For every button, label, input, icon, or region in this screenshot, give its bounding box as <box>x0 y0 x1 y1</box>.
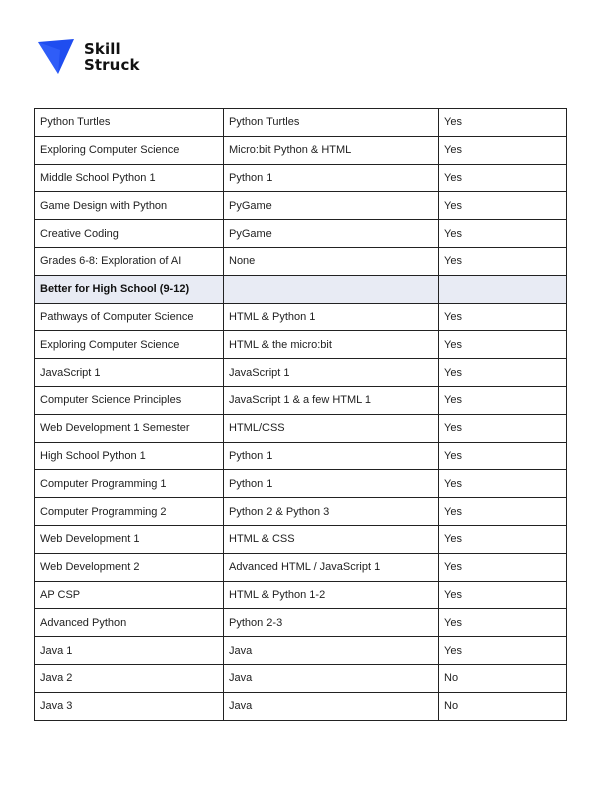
table-row <box>35 136 567 164</box>
skill-struck-logo <box>36 38 140 76</box>
course-cell: Creative Coding <box>35 220 224 248</box>
table-row <box>35 470 567 498</box>
curriculum-cell: Java <box>224 664 439 692</box>
logo-word-struck: Struck <box>84 56 140 74</box>
curriculum-cell: Python Turtles <box>224 109 439 137</box>
available-cell: Yes <box>439 498 567 526</box>
course-cell: Web Development 1 Semester <box>35 414 224 442</box>
course-cell: Java 3 <box>35 692 224 720</box>
course-table <box>34 108 567 721</box>
course-cell: Game Design with Python <box>35 192 224 220</box>
curriculum-cell: HTML & Python 1-2 <box>224 581 439 609</box>
table-row <box>35 637 567 665</box>
available-cell: Yes <box>439 359 567 387</box>
course-cell: Exploring Computer Science <box>35 136 224 164</box>
curriculum-cell: None <box>224 247 439 275</box>
available-cell: Yes <box>439 331 567 359</box>
table-row <box>35 164 567 192</box>
available-cell: Yes <box>439 637 567 665</box>
available-cell <box>439 275 567 303</box>
course-cell: Web Development 1 <box>35 525 224 553</box>
available-cell: Yes <box>439 192 567 220</box>
table-row <box>35 192 567 220</box>
table-row <box>35 442 567 470</box>
curriculum-cell: HTML & Python 1 <box>224 303 439 331</box>
course-cell: Grades 6-8: Exploration of AI <box>35 247 224 275</box>
available-cell: Yes <box>439 247 567 275</box>
course-cell: Computer Science Principles <box>35 386 224 414</box>
table-row <box>35 414 567 442</box>
curriculum-cell: HTML & the micro:bit <box>224 331 439 359</box>
available-cell: Yes <box>439 581 567 609</box>
curriculum-cell: HTML & CSS <box>224 525 439 553</box>
table-row <box>35 220 567 248</box>
table-row <box>35 609 567 637</box>
course-cell: Python Turtles <box>35 109 224 137</box>
available-cell: Yes <box>439 470 567 498</box>
curriculum-cell: PyGame <box>224 192 439 220</box>
table-row <box>35 359 567 387</box>
course-cell: High School Python 1 <box>35 442 224 470</box>
curriculum-cell: Advanced HTML / JavaScript 1 <box>224 553 439 581</box>
available-cell: Yes <box>439 109 567 137</box>
table-row <box>35 664 567 692</box>
available-cell: Yes <box>439 136 567 164</box>
course-cell: Advanced Python <box>35 609 224 637</box>
course-cell: Java 1 <box>35 637 224 665</box>
section-header-row <box>35 275 567 303</box>
logo-word-skill: Skill <box>84 40 121 58</box>
available-cell: Yes <box>439 414 567 442</box>
curriculum-cell: Python 1 <box>224 164 439 192</box>
skill-struck-logo-mark-icon <box>36 38 76 76</box>
curriculum-cell: Python 2 & Python 3 <box>224 498 439 526</box>
course-table-body <box>35 109 567 721</box>
available-cell: Yes <box>439 609 567 637</box>
curriculum-cell: JavaScript 1 <box>224 359 439 387</box>
course-cell: Pathways of Computer Science <box>35 303 224 331</box>
course-cell: Java 2 <box>35 664 224 692</box>
table-row <box>35 331 567 359</box>
table-row <box>35 386 567 414</box>
curriculum-cell: Micro:bit Python & HTML <box>224 136 439 164</box>
curriculum-cell: Java <box>224 692 439 720</box>
table-row <box>35 581 567 609</box>
course-cell: Computer Programming 1 <box>35 470 224 498</box>
available-cell: Yes <box>439 220 567 248</box>
table-row <box>35 247 567 275</box>
available-cell: No <box>439 692 567 720</box>
table-row <box>35 303 567 331</box>
curriculum-cell <box>224 275 439 303</box>
curriculum-cell: HTML/CSS <box>224 414 439 442</box>
curriculum-cell: Java <box>224 637 439 665</box>
available-cell: Yes <box>439 553 567 581</box>
course-cell: Exploring Computer Science <box>35 331 224 359</box>
table-row <box>35 692 567 720</box>
curriculum-cell: Python 1 <box>224 470 439 498</box>
table-row <box>35 498 567 526</box>
course-cell: JavaScript 1 <box>35 359 224 387</box>
available-cell: No <box>439 664 567 692</box>
course-cell: Better for High School (9-12) <box>35 275 224 303</box>
course-cell: Computer Programming 2 <box>35 498 224 526</box>
table-row <box>35 525 567 553</box>
available-cell: Yes <box>439 386 567 414</box>
course-cell: Middle School Python 1 <box>35 164 224 192</box>
course-cell: Web Development 2 <box>35 553 224 581</box>
curriculum-cell: JavaScript 1 & a few HTML 1 <box>224 386 439 414</box>
table-row <box>35 109 567 137</box>
curriculum-cell: Python 1 <box>224 442 439 470</box>
available-cell: Yes <box>439 525 567 553</box>
curriculum-cell: PyGame <box>224 220 439 248</box>
available-cell: Yes <box>439 303 567 331</box>
available-cell: Yes <box>439 164 567 192</box>
course-cell: AP CSP <box>35 581 224 609</box>
available-cell: Yes <box>439 442 567 470</box>
curriculum-cell: Python 2-3 <box>224 609 439 637</box>
table-row <box>35 553 567 581</box>
logo-wordmark <box>84 41 140 73</box>
